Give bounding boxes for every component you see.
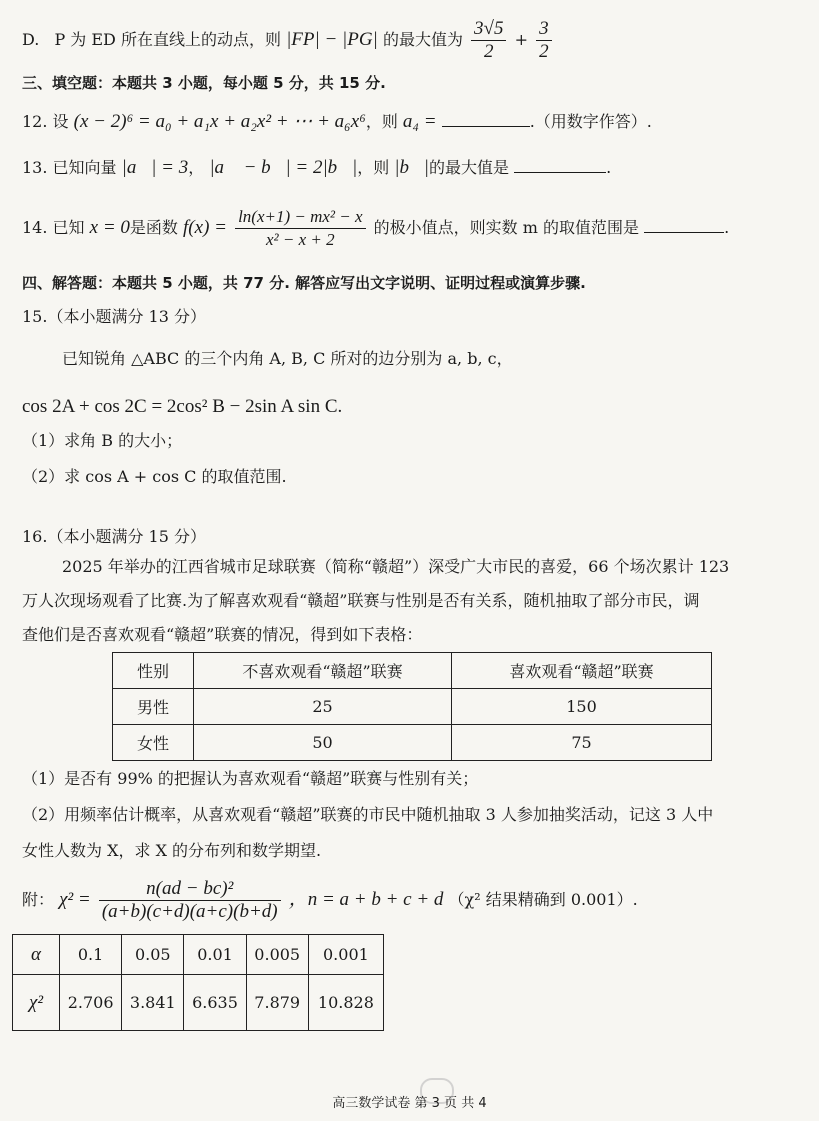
question-12: 12. 设 (x − 2)⁶ = a₀ + a₁x + a₂x² + ⋯ + a₆x⁶，则 a₄ = .（用数字作答）. (22, 111, 652, 132)
option-d: D. P 为 ED 所在直线上的动点，则 |FP| − |PG| 的最大值为 $\frac{3√5}{2}$ + $\frac{3}{2}$ (22, 18, 555, 63)
table-row: 男性 25 150 (113, 689, 712, 725)
fraction: $\frac{\text{ln(x+1) − mx² − x}}{\text{x² − x + 2}}$ (235, 206, 365, 251)
critical-value-table (12, 934, 384, 1031)
option-label: D. (22, 30, 40, 49)
section-heading: 四、解答题：本题共 5 小题，共 77 分. 解答应写出文字说明、证明过程或演算步骤. (22, 274, 586, 292)
table-header: 喜欢观看“赣超”联赛 (452, 653, 712, 689)
q16-part-2: （2）用频率估计概率，从喜欢观看“赣超”联赛的市民中随机抽取 3 人参加抽奖活动，记这 3 人中 (22, 805, 714, 824)
survey-table (112, 652, 712, 761)
answer-blank (442, 110, 530, 127)
chi-row: χ² 2.706 3.841 6.635 7.879 10.828 (13, 975, 384, 1031)
question-14: 14. 已知 x = 0是函数 f(x) = $\frac{\text{ln(x+1) − mx² − x}}{\text{x² − x + 2}}$ 的极小值点，则实数 m 的取值范围是 . (22, 207, 730, 249)
fraction: $\frac{3}{2}$ (536, 18, 552, 63)
table-row: 女性 50 75 (113, 725, 712, 761)
q16-text: 查他们是否喜欢观看“赣超”联赛的情况，得到如下表格： (22, 625, 423, 644)
table-header: 不喜欢观看“赣超”联赛 (194, 653, 452, 689)
q16-part-2-cont: 女性人数为 X，求 X 的分布列和数学期望. (22, 841, 322, 860)
fraction: $\frac{3√5}{2}$ (471, 18, 506, 63)
section-heading: 三、填空题：本题共 3 小题，每小题 5 分，共 15 分. (22, 74, 386, 92)
table-header: 性别 (113, 653, 194, 689)
q16-text: 2025 年举办的江西省城市足球联赛（简称“赣超”）深受广大市民的喜爱，66 个场次累计 123 (62, 557, 730, 576)
question-13: 13. 已知向量 |a⃗| = 3， |a⃗ − b⃗| = 2|b⃗|，则 |b⃗|的最大值是 . (22, 157, 612, 178)
fraction: $\frac{\text{n(ad − bc)²}}{(a+b)(c+d)(a+c)(b+d)}$ (99, 878, 281, 923)
q16-text: 万人次现场观看了比赛.为了解喜欢观看“赣超”联赛与性别是否有关系，随机抽取了部分市民，调 (22, 591, 700, 610)
page-footer: 高三数学试卷 第 3 页 共 4 (332, 1096, 487, 1111)
q16-header: 16.（本小题满分 15 分） (22, 527, 206, 546)
q16-part-1: （1）是否有 99% 的把握认为喜欢观看“赣超”联赛与性别有关； (22, 769, 479, 788)
answer-blank (514, 156, 606, 173)
q15-equation: cos 2A + cos 2C = 2cos² B − 2sin A sin C. (22, 396, 343, 417)
q15-part-1: （1）求角 B 的大小； (22, 431, 183, 450)
q15-part-2: （2）求 cos A + cos C 的取值范围. (22, 467, 287, 486)
table-header-row (113, 653, 712, 689)
answer-blank (644, 216, 724, 233)
q15-header: 15.（本小题满分 13 分） (22, 307, 206, 326)
chi-square-formula: 附： χ² = $\frac{\text{n(ad − bc)²}}{(a+b)(c+d)(a+c)(b+d)}$ ，n = a + b + c + d （χ² 结果精确到 0.001）. (22, 878, 638, 922)
q15-text: 已知锐角 △ABC 的三个内角 A, B, C 所对的边分别为 a, b, c， (62, 349, 513, 368)
alpha-row: α 0.1 0.05 0.01 0.005 0.001 (13, 935, 384, 975)
